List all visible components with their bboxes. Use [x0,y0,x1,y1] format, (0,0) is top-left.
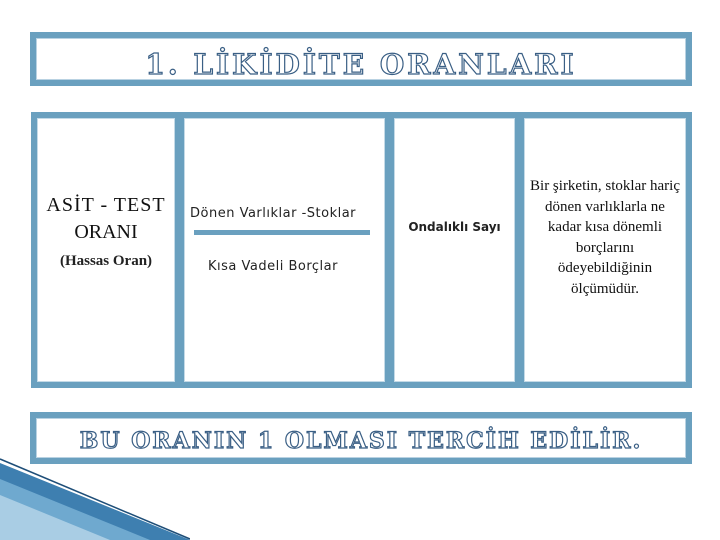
formula-cell-inner-border [184,118,385,382]
footer-text: BU ORANIN 1 OLMASI TERCİH EDİLİR. [79,428,643,454]
description-cell [521,112,692,388]
ratio-name-line1: ASİT - TEST [46,194,166,216]
result-type-cell [391,112,521,388]
ratio-name-cell-inner-border [37,118,175,382]
formula-numerator: Dönen Varlıklar -Stoklar [190,206,357,221]
decorative-wave-graphic [0,455,190,540]
fraction-bar [194,230,370,235]
formula-denominator: Kısa Vadeli Borçlar [208,259,338,274]
slide-title: 1. LİKİDİTE ORANLARI [145,48,577,81]
ratio-name-cell [31,112,181,388]
formula-cell [181,112,391,388]
description-text: Bir şirketin, stoklar hariç dönen varlıklarla ne kadar kısa dönemli borçlarını ödeyebildiğinin ölçümüdür. [530,178,680,297]
result-type-cell-inner-border [394,118,515,382]
title-banner [30,32,692,86]
ratio-name-line3: (Hassas Oran) [59,253,153,269]
result-type-text: Ondalıklı Sayı [408,220,501,234]
ratio-name-line2: ORANI [74,221,138,243]
